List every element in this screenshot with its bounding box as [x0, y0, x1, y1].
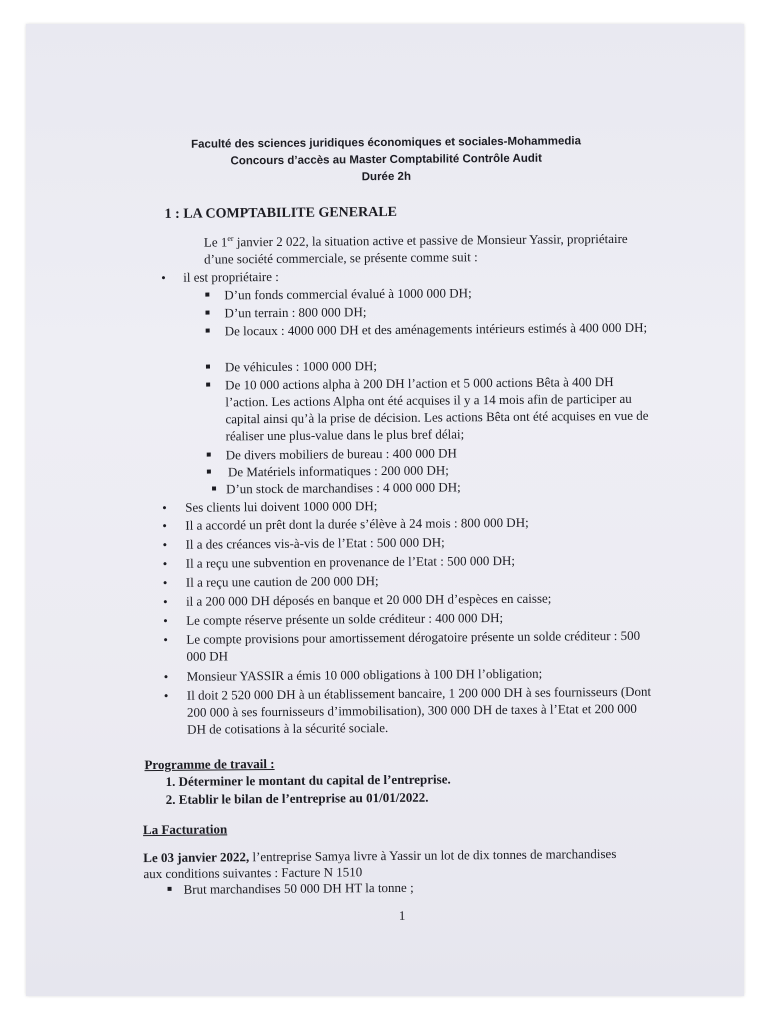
header-duration: Durée 2h	[361, 170, 411, 184]
square-bullet-icon	[206, 383, 210, 387]
bullet-icon: •	[163, 668, 169, 684]
square-bullet-icon	[205, 311, 209, 315]
asset-item: D’un fonds commercial évalué à 1000 000 DH;	[224, 285, 472, 303]
bullet-item: Il a reçu une caution de 200 000 DH;	[185, 573, 379, 590]
programme-item: 2. Etablir le bilan de l’entreprise au 01/01/2022.	[165, 789, 429, 807]
scanned-page	[26, 24, 744, 996]
asset-item: D’un terrain : 800 000 DH;	[224, 304, 367, 321]
bullet-icon: •	[162, 536, 168, 552]
square-bullet-icon	[212, 486, 216, 490]
bullet-icon: •	[162, 574, 168, 590]
square-bullet-icon	[168, 887, 172, 891]
bullet-item: Le compte réserve présente un solde créditeur : 400 000 DH;	[186, 609, 504, 628]
programme-title: Programme de travail :	[144, 755, 275, 773]
asset-item: D’un stock de marchandises : 4 000 000 DH;	[225, 479, 461, 497]
asset-item: De Matériels informatiques : 200 000 DH;	[227, 462, 449, 480]
bullet-item: Il a reçu une subvention en provenance de l’Etat : 500 000 DH;	[185, 552, 515, 571]
bullet-icon: •	[163, 687, 169, 703]
asset-item: De véhicules : 1000 000 DH;	[224, 358, 378, 375]
bullet-item: il a 200 000 DH déposés en banque et 20 000 DH d’espèces en caisse;	[185, 590, 552, 609]
facturation-item: Brut marchandises 50 000 DH HT la tonne ;	[183, 879, 414, 897]
square-bullet-icon	[207, 470, 211, 474]
bullet-item: Le compte provisions pour amortissement dérogatoire présente un solde créditeur : 500 000 DH	[186, 627, 641, 664]
section-title: 1 : LA COMPTABILITE GENERALE	[164, 204, 398, 222]
facturation-line-1: Le 03 janvier 2022, l’entreprise Samya livre à Yassir un lot de dix tonnes de marchandises	[143, 846, 617, 866]
bullet-icon: •	[161, 269, 166, 285]
bullet-icon: •	[162, 593, 168, 609]
square-bullet-icon	[206, 329, 210, 333]
intro-line-1: Le 1er janvier 2 022, la situation active et passive de Monsieur Yassir, propriétaire	[203, 230, 628, 250]
intro-line-2: d’une société commerciale, se présente comme suit :	[203, 249, 478, 267]
bullet-icon: •	[163, 612, 168, 628]
bullet-item: Il doit 2 520 000 DH à un établissement bancaire, 1 200 000 DH à ses fournisseurs (Dont 200 000 à ses fournisseurs d’immobilisation), 300 000 DH de taxes à l’Etat et 200 000 DH de cotisations à la sécurité sociale.	[186, 683, 652, 737]
square-bullet-icon	[207, 453, 211, 457]
facturation-title: La Facturation	[142, 821, 228, 838]
bullet-icon: •	[162, 555, 168, 571]
header-contest: Concours d’accès au Master Comptabilité Contrôle Audit	[230, 152, 542, 168]
asset-item: De 10 000 actions alpha à 200 DH l’action et 5 000 actions Bêta à 400 DH l’action. Les actions Alpha ont été acquises il y a 14 mois afin de participer au capital ainsi qu’à la prise de décision. Les actions Bêta ont été acquises en vue de réaliser une plus-value dans le plus bref délai;	[225, 374, 649, 444]
bullet-item: Monsieur YASSIR a émis 10 000 obligations à 100 DH l’obligation;	[186, 665, 543, 684]
header-faculty: Faculté des sciences juridiques économiques et sociales-Mohammedia	[191, 135, 582, 151]
square-bullet-icon	[205, 293, 209, 297]
asset-item: De divers mobiliers de bureau : 400 000 DH	[225, 445, 457, 463]
bullet-icon: •	[162, 499, 167, 515]
bullet-item: Il a accordé un prêt dont la durée s’élève à 24 mois : 800 000 DH;	[185, 514, 529, 533]
page-content	[26, 21, 752, 999]
owner-label: il est propriétaire :	[183, 268, 279, 285]
square-bullet-icon	[206, 365, 210, 369]
bullet-icon: •	[162, 517, 167, 533]
facturation-line-2: aux conditions suivantes : Facture N 1510	[143, 864, 363, 882]
bullet-icon: •	[163, 631, 168, 647]
bullet-item: Il a des créances vis-à-vis de l’Etat : 500 000 DH;	[185, 534, 445, 552]
programme-item: 1. Déterminer le montant du capital de l’entreprise.	[165, 771, 451, 789]
bullet-item: Ses clients lui doivent 1000 000 DH;	[185, 498, 378, 515]
asset-item: De locaux : 4000 000 DH et des aménagements intérieurs estimés à 400 000 DH;	[224, 319, 648, 339]
page-number: 1	[398, 907, 406, 923]
